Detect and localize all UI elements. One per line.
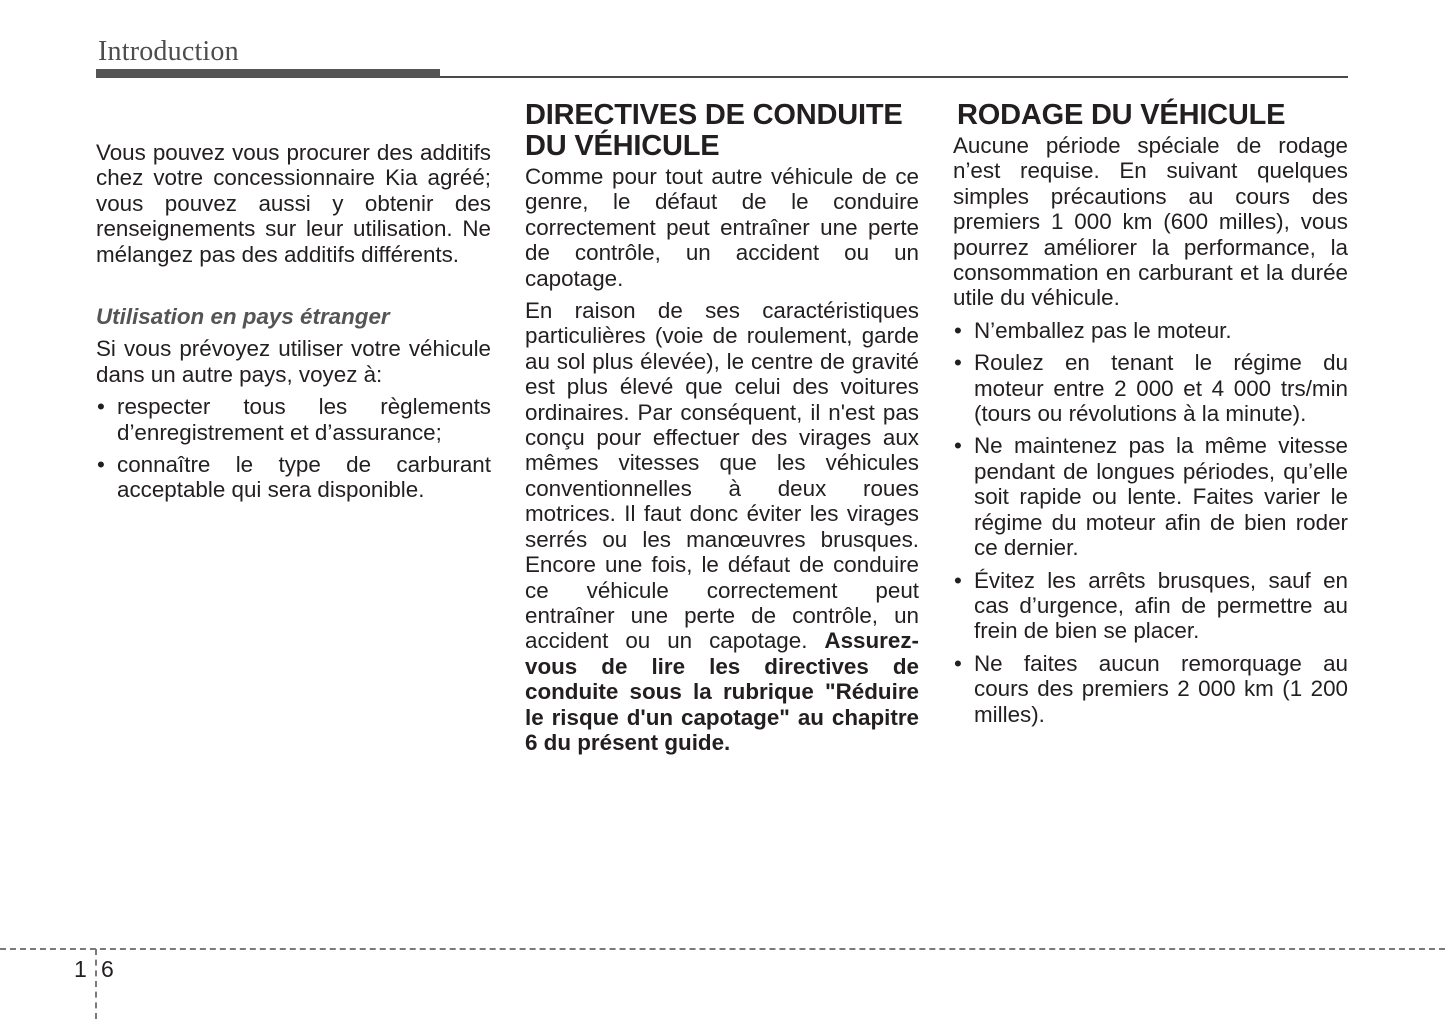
additives-paragraph: Vous pouvez vous procurer des additifs chez votre concessionnaire Kia agréé; vous pouvez aussi y obtenir des renseignements sur leur utilisation. Ne mélangez pas des additifs différents. (96, 140, 491, 267)
list-item: • respecter tous les règlements d’enregistrement et d’assurance; (96, 394, 491, 445)
break-in-heading: RODAGE DU VÉHICULE (957, 99, 1286, 131)
driving-directives-heading (525, 100, 919, 162)
list-item: • Ne maintenez pas la même vitesse pendant de longues périodes, qu’elle soit rapide ou lente. Faites varier le régime du moteur afin de bien roder ce dernier. (953, 433, 1348, 560)
rollover-warning-bold: Assurez-vous de lire les directives de conduite sous la rubrique "Réduire le risque d'un capotage" au chapitre 6 du présent guide. (525, 628, 919, 755)
paragraph-spacer (96, 274, 491, 304)
driving-paragraph-2-text: En raison de ses caractéristiques particulières (voie de roulement, garde au sol plus élevée), le centre de gravité est plus élevé que celui des voitures ordinaires. Par conséquent, il n'est pas conçu pour effectuer des virages aux mêmes vitesses que les véhicules conventionnelles à deux roues motrices. Il faut donc éviter les virages serrés ou les manœuvres brusques. Encore une fois, le défaut de conduire ce véhicule correctement peut entraîner une perte de contrôle, un accident ou un capotage. (525, 298, 919, 654)
column-middle (525, 100, 919, 762)
heading-line-1: DIRECTIVES DE CONDUITE (525, 99, 903, 131)
foreign-use-subheading: Utilisation en pays étranger (96, 304, 390, 330)
page-number: 6 (101, 956, 114, 982)
footer-divider (0, 948, 1445, 950)
driving-paragraph-2 (525, 298, 919, 755)
chapter-number: 1 (74, 956, 87, 982)
list-item: • Ne faites aucun remorquage au cours des premiers 2 000 km (1 200 milles). (953, 651, 1348, 727)
foreign-use-list (96, 394, 491, 503)
foreign-use-paragraph: Si vous prévoyez utiliser votre véhicule dans un autre pays, voyez à: (96, 336, 491, 387)
footer-page-divider (95, 949, 97, 1019)
list-item: • N’emballez pas le moteur. (953, 318, 1348, 343)
break-in-paragraph: Aucune période spéciale de rodage n’est requise. En suivant quelques simples précautions au cours des premiers 1 000 km (600 milles), vous pourrez améliorer la performance, la consommation en carburant et la durée utile du véhicule. (953, 133, 1348, 311)
list-item: • Roulez en tenant le régime du moteur entre 2 000 et 4 000 trs/min (tours ou révolutions à la minute). (953, 350, 1348, 426)
driving-paragraph-1: Comme pour tout autre véhicule de ce genre, le défaut de le conduire correctement peut entraîner une perte de contrôle, un accident ou un capotage. (525, 164, 919, 291)
list-item: • connaître le type de carburant acceptable qui sera disponible. (96, 452, 491, 503)
header-rule-accent (96, 69, 440, 78)
break-in-list (953, 318, 1348, 727)
column-spacer (96, 100, 491, 140)
section-title: Introduction (98, 36, 239, 67)
list-item: • Évitez les arrêts brusques, sauf en cas d’urgence, afin de permettre au frein de bien se placer. (953, 568, 1348, 644)
heading-line-2: DU VÉHICULE (525, 130, 720, 162)
column-left (96, 100, 491, 510)
column-right (953, 100, 1348, 734)
